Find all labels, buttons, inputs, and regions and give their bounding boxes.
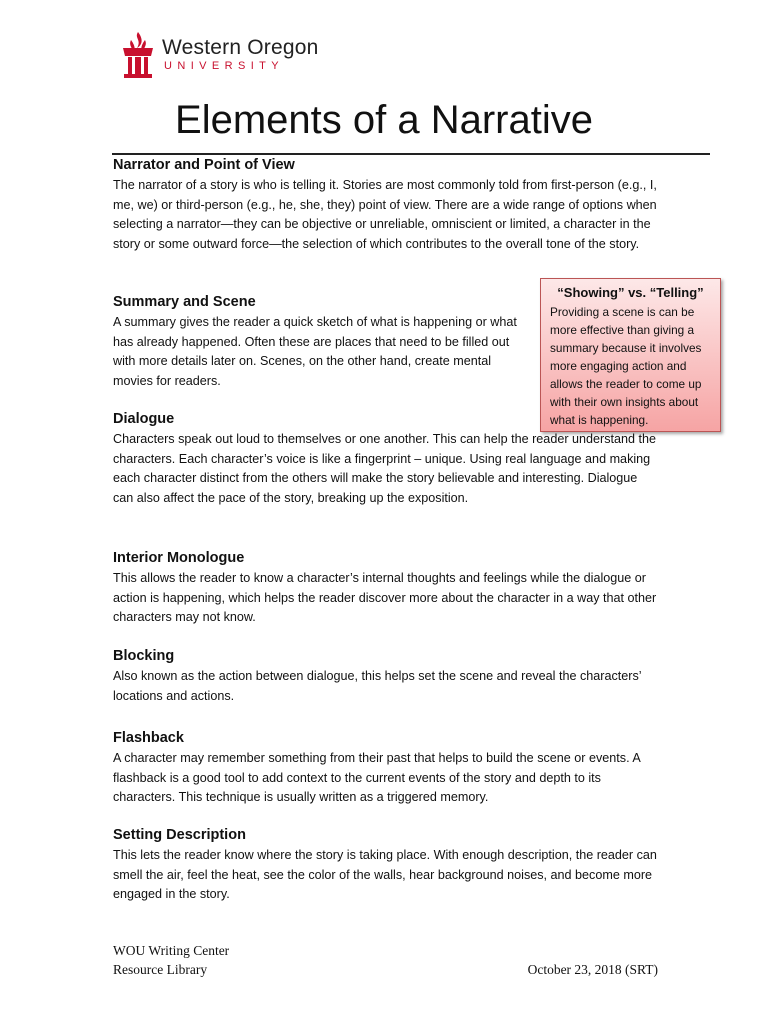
callout-body: Providing a scene is can be more effective than giving a summary because it involves more engaging action and allows the reader to come up with their own insights about what is happening. [550,305,702,427]
footer-line-1: WOU Writing Center [113,943,230,958]
section-heading: Dialogue [113,411,175,427]
showing-vs-telling-callout [540,278,721,432]
section-heading: Blocking [113,648,175,664]
footer-left [113,941,229,979]
footer-line-2: Resource Library [113,962,208,977]
university-logo [120,28,319,80]
section-heading: Interior Monologue [113,550,245,566]
section-text: The narrator of a story is who is telling it. Stories are most commonly told from first-person (e.g., I, me, we) or third-person (e.g., he, she, they) point of view. There are a wide range of options when selecting a narrator—they can be objective or unreliable, omniscient or limited, a character in the story or some outward force—the selection of which contributes to the overall tone of the story. [113,178,657,251]
section-summary-scene [113,293,528,391]
section-heading: Flashback [113,730,184,746]
section-text: Characters speak out loud to themselves or one another. This can help the reader understand the characters. Each character’s voice is like a fingerprint – unique. Using real language and making each character distinct from the others will make the story believable and interesting. Dialogue can also affect the pace of the story, breaking up the exposition. [113,432,657,505]
section-setting-description [113,826,658,905]
section-narrator [113,156,658,254]
page-title: Elements of a Narrative [175,98,593,142]
logo-subtitle: UNIVERSITY [164,59,285,72]
section-text: This lets the reader know where the story is taking place. With enough description, the reader can smell the air, feel the heat, see the color of the walls, hear background noises, and become more engaged in the story. [113,848,657,902]
title-divider [112,153,710,155]
section-text: A summary gives the reader a quick sketch of what is happening or what has already happened. Often these are places that need to be filled out with more details later on. Scenes, on the other hand, create mental movies for readers. [113,315,517,388]
section-flashback [113,729,658,808]
section-text: Also known as the action between dialogue, this helps set the scene and reveal the characters’ locations and actions. [113,669,642,703]
section-blocking [113,647,658,706]
callout-title: “Showing” vs. “Telling” [557,285,704,300]
section-text: This allows the reader to know a character’s internal thoughts and feelings while the dialogue or action is happening, which helps the reader discover more about the character in a way that other characters may not know. [113,571,657,625]
torch-icon [120,28,156,80]
section-interior-monologue [113,549,658,628]
section-heading: Setting Description [113,827,246,843]
section-heading: Narrator and Point of View [113,157,295,173]
footer-date: October 23, 2018 (SRT) [527,962,658,977]
section-text: A character may remember something from their past that helps to build the scene or events. A flashback is a good tool to add context to the current events of the story and depth to its characters. This technique is usually written as a triggered memory. [113,751,641,805]
section-heading: Summary and Scene [113,294,256,310]
logo-name: Western Oregon [162,35,319,59]
